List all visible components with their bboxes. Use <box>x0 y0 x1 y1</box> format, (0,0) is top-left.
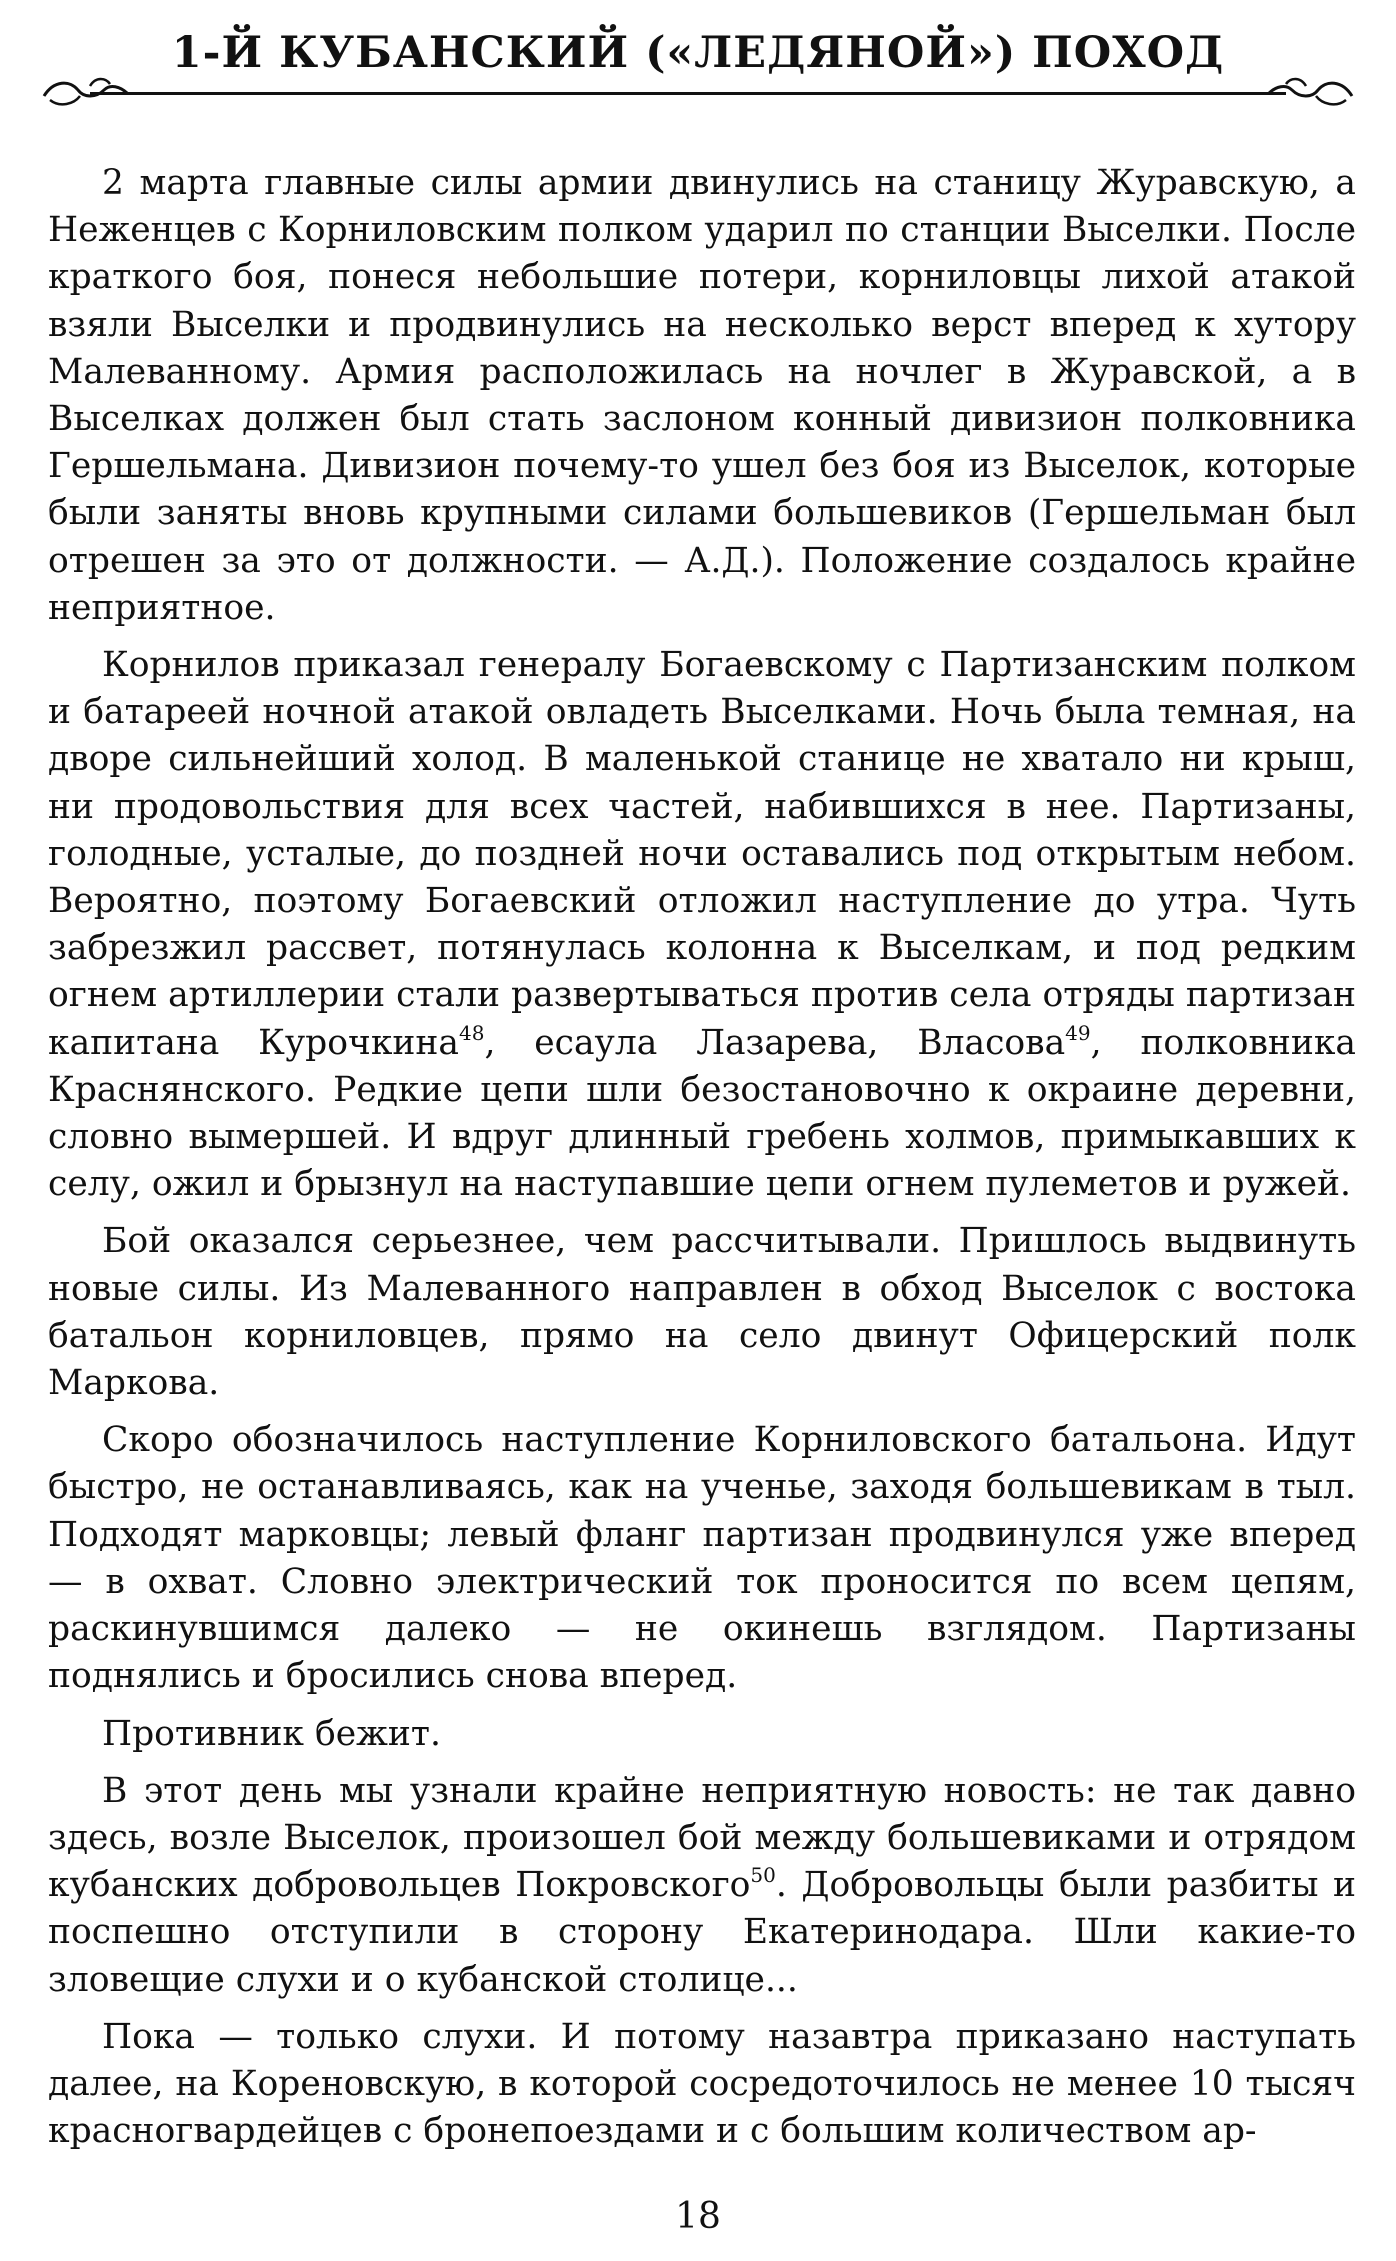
body-text <box>48 160 1356 2155</box>
paragraph-text: , есаула Лазарева, Власова <box>484 1022 1066 1063</box>
footnote-ref: 50 <box>750 1863 776 1888</box>
paragraph <box>48 160 1356 632</box>
footnote-ref: 49 <box>1065 1020 1091 1045</box>
paragraph-text: В этот день мы узнали крайне неприятную новость: не так давно здесь, возле Выселок, произошел бой между большевиками и отрядом кубанских добровольцев Покровского <box>48 1770 1356 1906</box>
header-rule <box>90 92 1286 95</box>
paragraph <box>48 1417 1356 1700</box>
paragraph-text: Скоро обозначилось наступление Корниловского батальона. Идут быстро, не останавливаясь, как на ученье, заходя большевикам в тыл. Подходят марковцы; левый фланг партизан продвинулся уже вперед — в охват. Словно электрический ток проносится по всем цепям, раскинувшимся далеко — не окинешь взглядом. Партизаны поднялись и бросились снова вперед. <box>48 1420 1356 1697</box>
paragraph-text: Противник бежит. <box>102 1713 441 1754</box>
paragraph-text: Бой оказался серьезнее, чем рассчитывали. Пришлось выдвинуть новые силы. Из Малеванного направлен в обход Выселок с востока батальон корниловцев, прямо на село двинут Офицерский полк Маркова. <box>48 1221 1356 1404</box>
paragraph <box>48 2014 1356 2156</box>
running-title: 1-Й КУБАНСКИЙ («ЛЕДЯНОЙ») ПОХОД <box>171 28 1225 78</box>
paragraph-text: Пока — только слухи. И потому назавтра приказано наступать далее, на Кореновскую, в которой сосредоточилось не менее 10 тысяч красногвардейцев с бронепоездами и с большим количеством ар- <box>48 2016 1356 2152</box>
paragraph-text: . Добровольцы были разбиты и поспешно отступили в сторону Екатеринодара. Шли какие-то зловещие слухи и о кубанской столице... <box>48 1865 1356 2000</box>
paragraph <box>48 1218 1356 1407</box>
paragraph <box>48 642 1356 1208</box>
page-number: 18 <box>675 2196 721 2237</box>
running-header <box>40 22 1356 112</box>
paragraph-text: , полковника Краснянского. Редкие цепи шли безостановочно к окраине деревни, словно вымершей. И вдруг длинный гребень холмов, примыкавших к селу, ожил и брызнул на наступавшие цепи огнем пулеметов и ружей. <box>48 1022 1356 1205</box>
paragraph <box>48 1711 1356 1758</box>
flourish-ornament-right-icon <box>1266 74 1356 110</box>
paragraph-text: 2 марта главные силы армии двинулись на станицу Журавскую, а Неженцев с Корниловским полком ударил по станции Выселки. После краткого боя, понеся небольшие потери, корниловцы лихой атакой взяли Выселки и продвинулись на несколько верст вперед к хутору Малеванному. Армия расположилась на ночлег в Журавской, а в Выселках должен был стать заслоном конный дивизион полковника Гершельмана. Дивизион почему-то ушел без боя из Выселок, которые были заняты вновь крупными силами большевиков (Гершельман был отрешен за это от должности. — А.Д.). Положение создалось крайне неприятное. <box>48 163 1356 628</box>
paragraph-text: Корнилов приказал генералу Богаевскому с Партизанским полком и батареей ночной атакой овладеть Выселками. Ночь была темная, на дворе сильнейший холод. В маленькой станице не хватало ни крыш, ни продовольствия для всех частей, набившихся в нее. Партизаны, голодные, усталые, до поздней ночи оставались под открытым небом. Вероятно, поэтому Богаевский отложил наступление до утра. Чуть забрезжил рассвет, потянулась колонна к Выселкам, и под редким огнем артиллерии стали развертываться против села отряды партизан капитана Курочкина <box>48 645 1356 1063</box>
paragraph <box>48 1768 1356 2004</box>
footnote-ref: 48 <box>458 1020 485 1045</box>
